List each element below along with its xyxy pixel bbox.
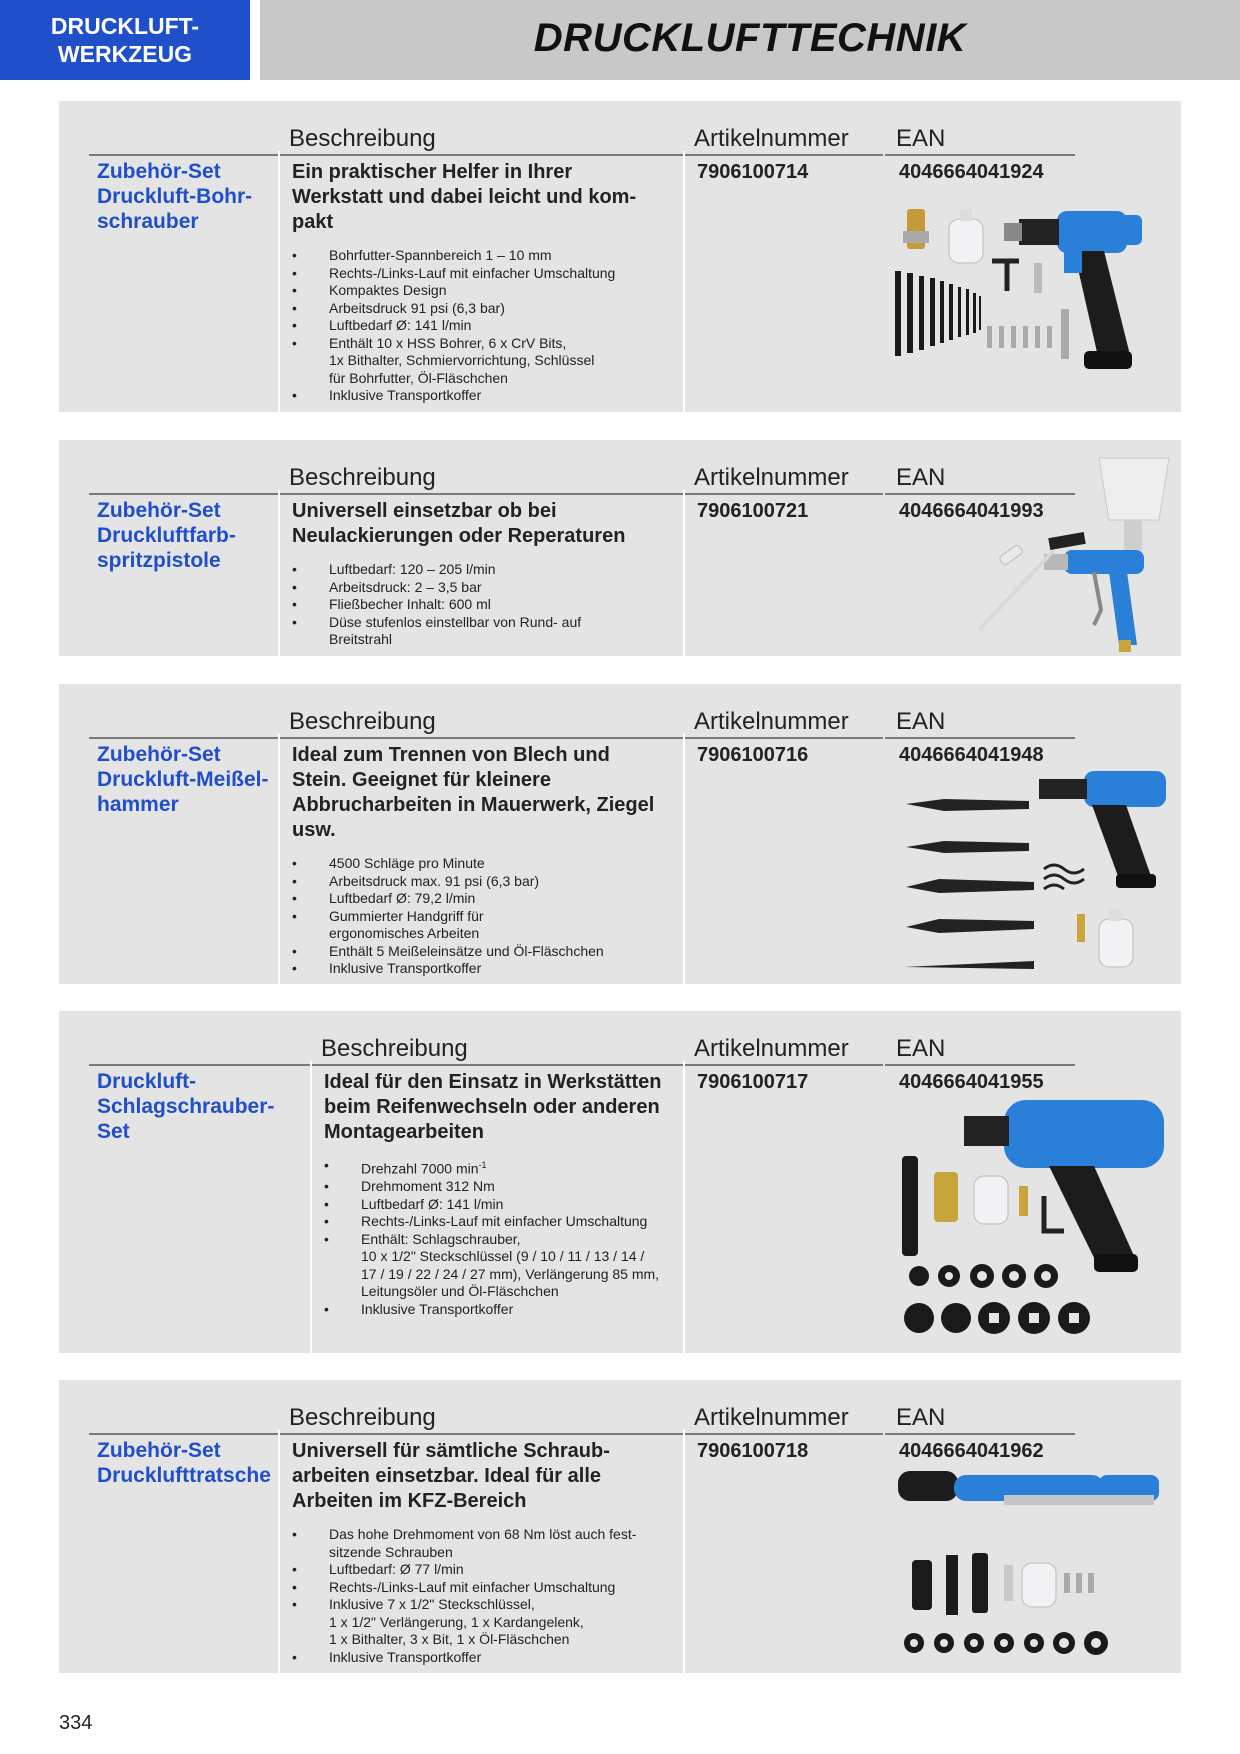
product-section-drill — [59, 101, 1181, 412]
product-name: Zubehör-Set Druckluft-Bohr- schrauber — [97, 160, 253, 233]
ean-number: 4046664041955 — [899, 1071, 1044, 1093]
product-description-title: Universell für sämtliche Schraub- arbeiten einsetzbar. Ideal für alle Arbeiten im KFZ-Bereich — [292, 1440, 610, 1512]
article-number: 7906100721 — [697, 500, 809, 522]
col-head-ean: EAN — [896, 1404, 946, 1431]
ean-number: 4046664041993 — [899, 500, 1044, 522]
col-head-article: Artikelnummer — [694, 464, 849, 491]
feature-list: • Das hohe Drehmoment von 68 Nm löst auch fest- sitzende Schrauben • Luftbedarf: Ø 77 l/min • Rechts-/Links-Lauf mit einfacher Umschaltung • Inklusive 7 x 1/2" Steckschlüssel, 1 x 1/2" Verlängerung, 1 x Kardangelenk, 1 x Bithalter, 3 x Bit, 1 x Öl-Fläschchen • Inklusive Transportkoffer — [292, 1526, 636, 1666]
feature-list: • Luftbedarf: 120 – 205 l/min • Arbeitsdruck: 2 – 3,5 bar • Fließbecher Inhalt: 600 ml • Düse stufenlos einstellbar von Rund- auf Breitstrahl — [292, 561, 581, 649]
col-head-ean: EAN — [896, 1035, 946, 1062]
category-tag — [0, 0, 250, 80]
product-section-chisel-hammer — [59, 684, 1181, 984]
ean-number: 4046664041962 — [899, 1440, 1044, 1462]
chisel-hammer-set-icon — [894, 769, 1174, 979]
col-head-article: Artikelnummer — [694, 708, 849, 735]
article-number: 7906100714 — [697, 161, 809, 183]
page-number: 334 — [59, 1712, 93, 1734]
article-number: 7906100718 — [697, 1440, 809, 1462]
product-name: Zubehör-Set Druckluft-Meißel- hammer — [97, 743, 269, 816]
product-name: Druckluft- Schlagschrauber- Set — [97, 1070, 275, 1143]
product-description-title: Universell einsetzbar ob bei Neulackierungen oder Reperaturen — [292, 500, 626, 547]
article-number: 7906100716 — [697, 744, 809, 766]
impact-wrench-set-icon — [894, 1096, 1174, 1341]
feature-list: • Drehzahl 7000 $\min^{-1}$ • Drehmoment 312 Nm • Luftbedarf Ø: 141 l/min • Rechts-/Links-Lauf mit einfacher Umschaltung • Enthält: Schlagschrauber, 10 x 1/2" Steckschlüssel (9 / 10 / 11 / 13 / 14 / 17 / 19 / 22 / 24 / 27 mm), Verlängerung 85 mm, Leitungsöler und Öl-Fläschchen • Inklusive Transportkoffer — [324, 1157, 659, 1318]
col-head-description: Beschreibung — [289, 464, 436, 491]
col-head-description: Beschreibung — [289, 1404, 436, 1431]
col-head-description: Beschreibung — [289, 125, 436, 152]
col-head-description: Beschreibung — [321, 1035, 468, 1062]
header-bar — [260, 0, 1240, 80]
feature-list: • Bohrfutter-Spannbereich 1 – 10 mm • Rechts-/Links-Lauf mit einfacher Umschaltung • Kompaktes Design • Arbeitsdruck 91 psi (6,3 bar) • Luftbedarf Ø: 141 l/min • Enthält 10 x HSS Bohrer, 6 x CrV Bits, 1x Bithalter, Schmiervorrichtung, Schlüssel für Bohrfutter, Öl-Fläschchen • Inklusive Transportkoffer — [292, 247, 615, 405]
col-head-ean: EAN — [896, 708, 946, 735]
col-head-ean: EAN — [896, 464, 946, 491]
article-number: 7906100717 — [697, 1071, 809, 1093]
page-title: DRUCKLUFTTECHNIK — [533, 16, 967, 60]
product-name: Zubehör-Set Drucklufttratsche — [97, 1439, 271, 1487]
air-ratchet-set-icon — [894, 1465, 1174, 1665]
product-section-impact-wrench — [59, 1011, 1181, 1353]
product-description-title: Ein praktischer Helfer in Ihrer Werkstatt und dabei leicht und kom- pakt — [292, 161, 637, 233]
col-head-article: Artikelnummer — [694, 1404, 849, 1431]
category-tag-line1: DRUCKLUFT- — [50, 13, 200, 39]
category-tag-line2: WERKZEUG — [57, 41, 193, 67]
product-name: Zubehör-Set Druckluftfarb- spritzpistole — [97, 499, 236, 572]
product-section-ratchet — [59, 1380, 1181, 1673]
product-description-title: Ideal für den Einsatz in Werkstätten beim Reifenwechseln oder anderen Montagearbeiten — [324, 1071, 662, 1143]
air-drill-set-icon — [889, 201, 1169, 401]
col-head-article: Artikelnummer — [694, 1035, 849, 1062]
feature-list: • 4500 Schläge pro Minute • Arbeitsdruck max. 91 psi (6,3 bar) • Luftbedarf Ø: 79,2 l/min • Gummierter Handgriff für ergonomisches Arbeiten • Enthält 5 Meißeleinsätze und Öl-Fläschchen • Inklusive Transportkoffer — [292, 855, 604, 978]
product-description-title: Ideal zum Trennen von Blech und Stein. Geeignet für kleinere Abbrucharbeiten in Mauerwerk, Ziegel usw. — [292, 744, 655, 841]
ean-number: 4046664041948 — [899, 744, 1044, 766]
col-head-ean: EAN — [896, 125, 946, 152]
spray-gun-icon — [959, 450, 1179, 655]
col-head-description: Beschreibung — [289, 708, 436, 735]
product-section-spray-gun — [59, 440, 1181, 656]
ean-number: 4046664041924 — [899, 161, 1044, 183]
col-head-article: Artikelnummer — [694, 125, 849, 152]
